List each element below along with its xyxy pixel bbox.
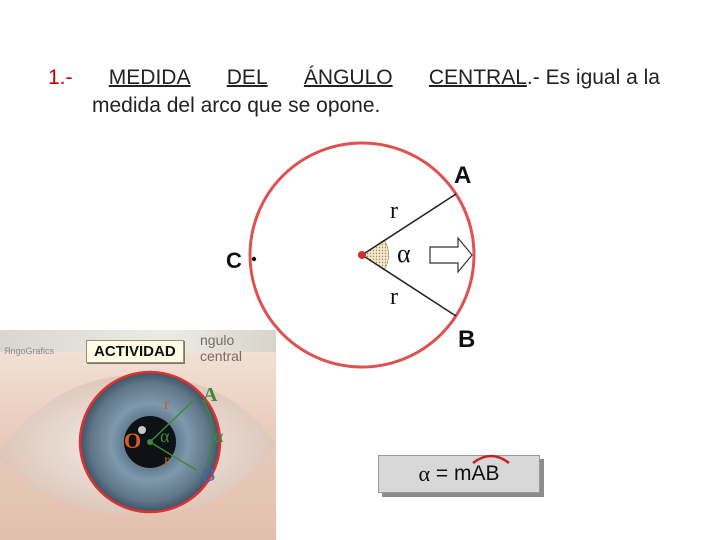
title-word-del: DEL [226,66,268,89]
title-word-angulo: ÁNGULO [303,66,393,89]
arc-symbol-icon [471,452,511,464]
formula-equals: = m [430,462,472,485]
label-r-top: r [390,198,398,224]
center-dot [358,251,366,259]
photo-center-dot [147,439,153,445]
photo-label-alpha-arc: α [214,426,224,446]
title-word-central: CENTRAL [428,66,527,89]
label-b: B [458,326,476,353]
label-c: C [226,248,242,273]
arrow-right-icon [430,238,472,272]
photo-brand: ЯngoGrafics [4,346,55,356]
title-line-2: medida del arco que se opone. [92,94,381,117]
photo-label-b: B [202,464,216,486]
photo-label-alpha-center: α [160,426,170,446]
photo-caption: ngulo central [200,332,243,364]
formula-arc-label: AB [471,462,500,485]
label-r-bottom: r [390,284,398,310]
label-a: A [454,162,472,189]
photo-label-o: O [124,428,142,453]
actividad-button[interactable]: ACTIVIDAD [86,340,184,363]
photo-label-r-bottom: r [164,452,170,469]
title-number: 1.- [48,66,73,89]
title-rest: .- Es igual a la [526,66,660,89]
point-c-dot [252,257,256,261]
label-alpha: α [397,239,411,268]
formula-box [378,455,540,493]
photo-label-r-top: r [164,396,170,413]
formula-arc-group [471,462,499,486]
formula-alpha: α [418,461,431,486]
photo-label-a: A [203,384,218,406]
title-word-medida: MEDIDA [108,66,191,89]
